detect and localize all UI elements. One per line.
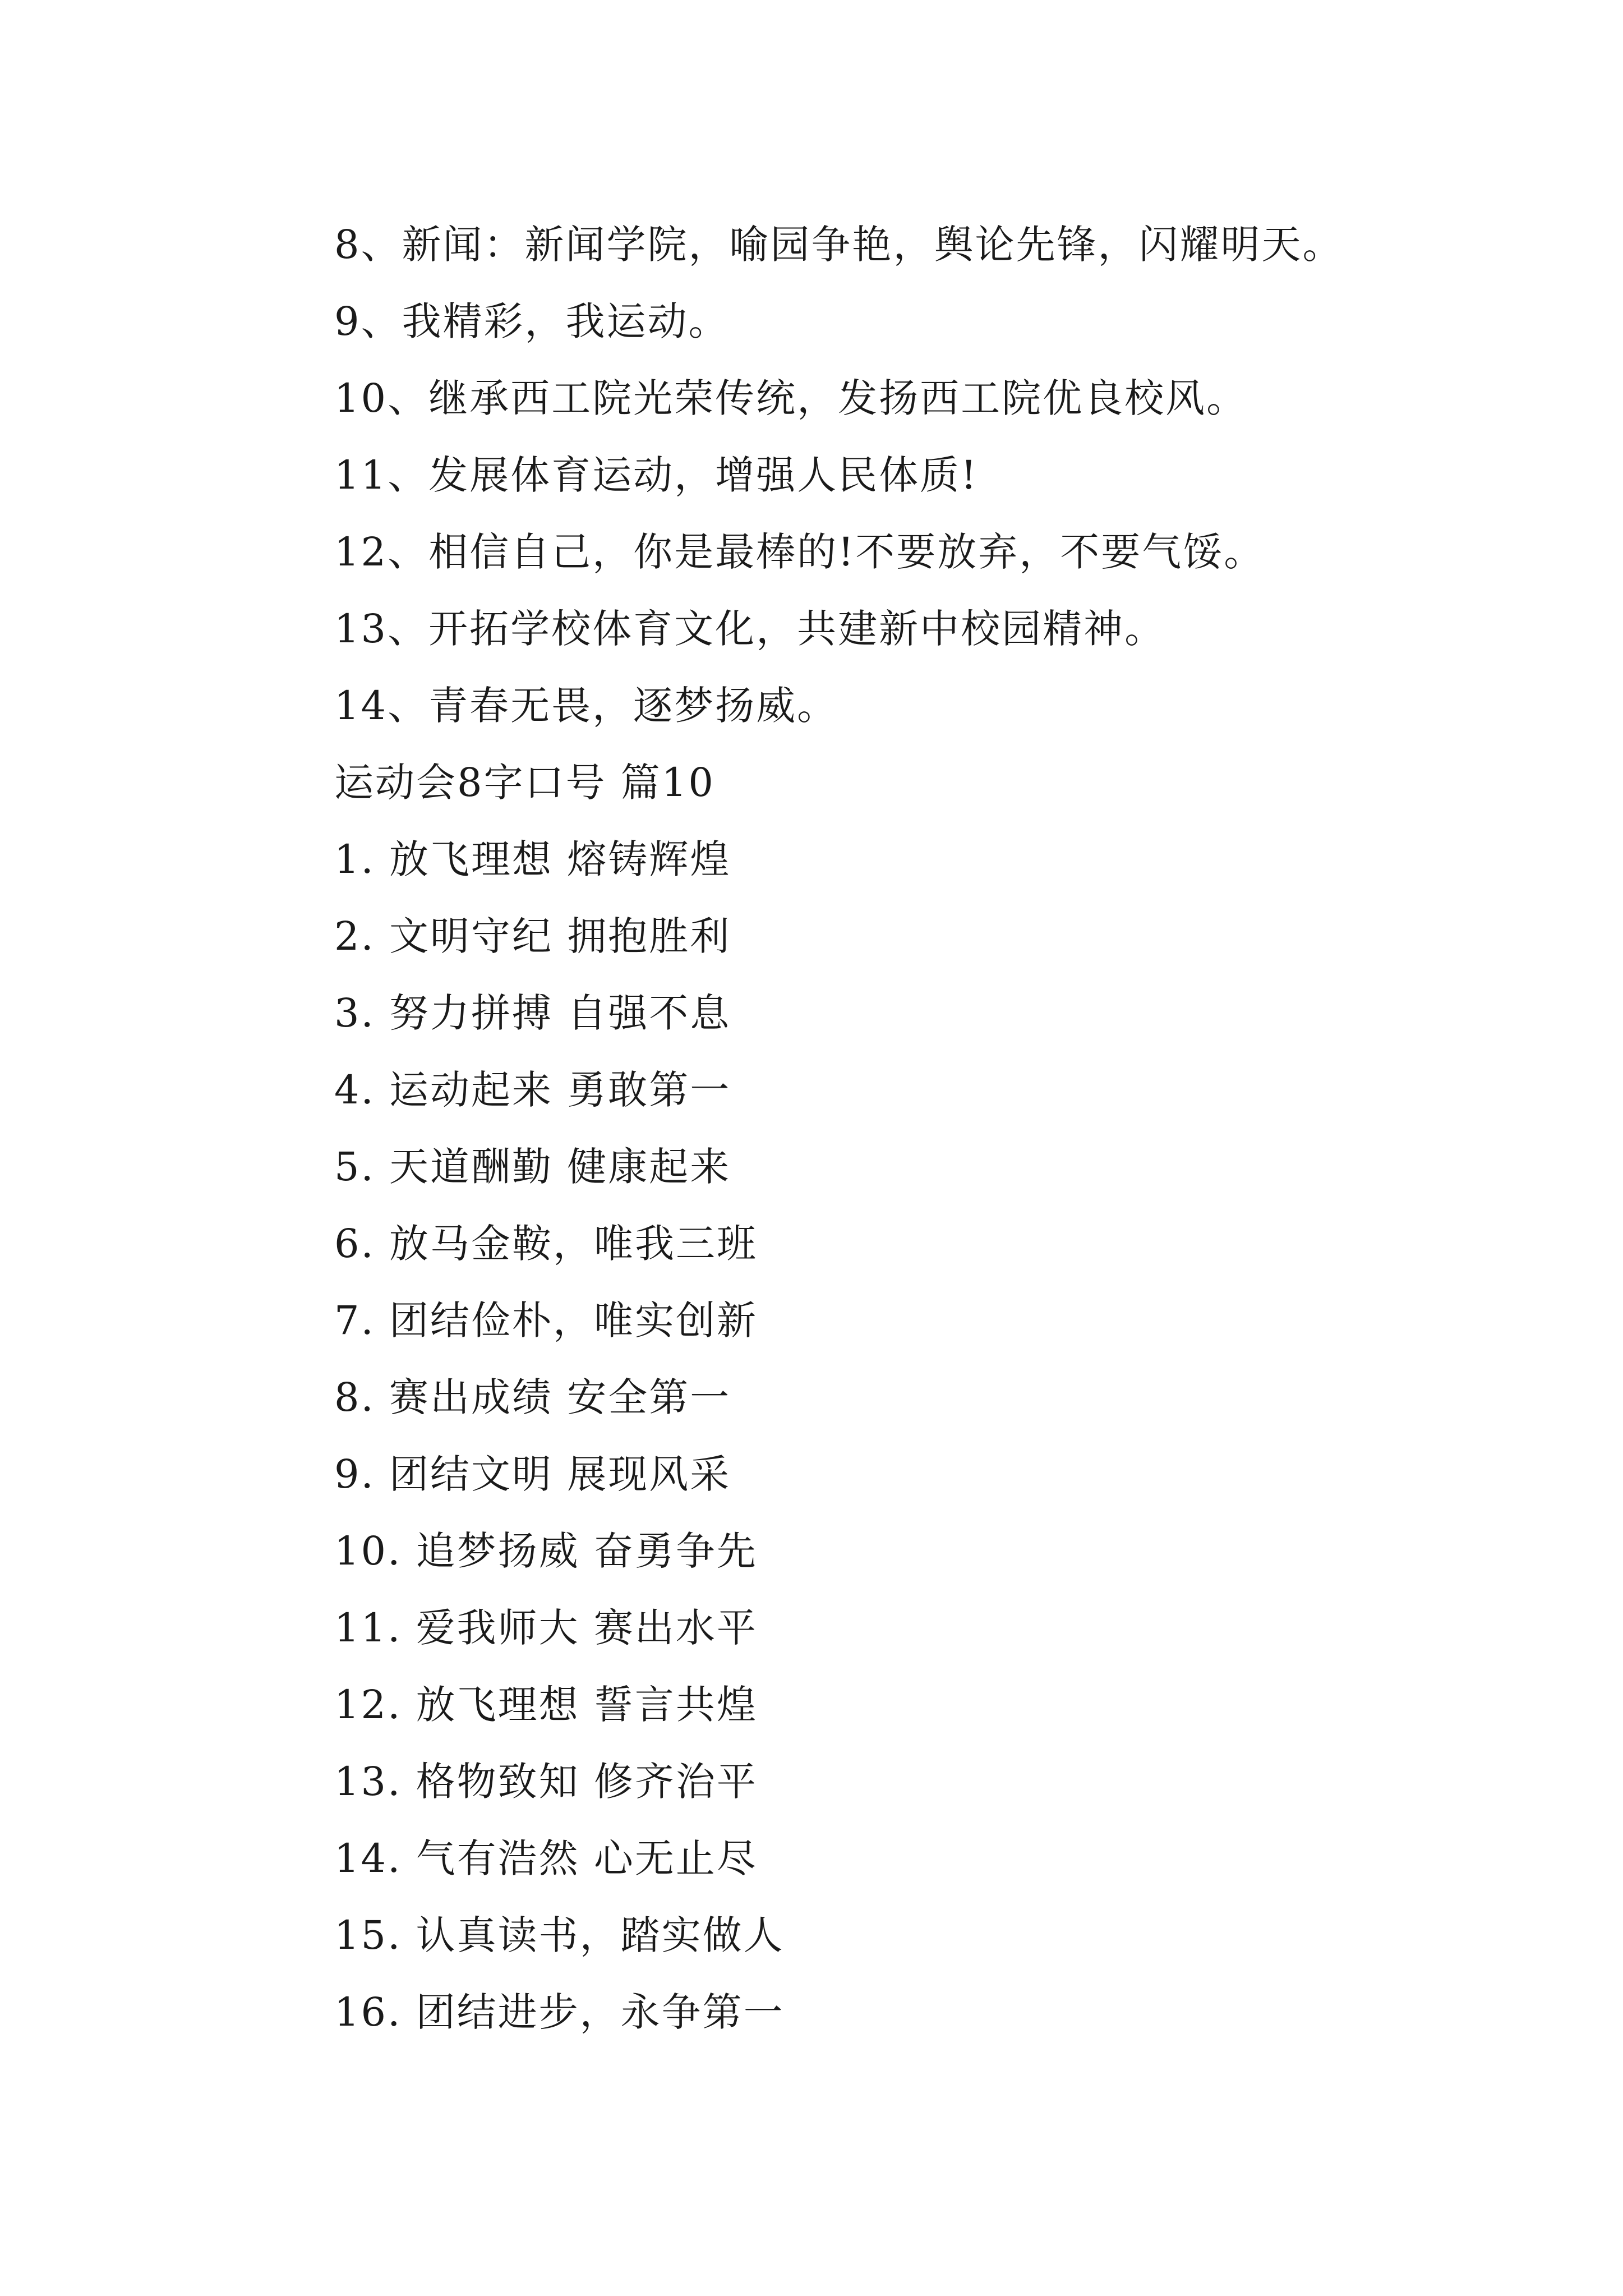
list-item-1: 1. 放飞理想 熔铸辉煌 [334,836,731,882]
list-item-10: 10. 追梦扬威 奋勇争先 [334,1528,758,1574]
section-heading: 运动会8字口号 篇10 [334,760,715,806]
list-item-8: 8. 赛出成绩 安全第一 [334,1374,731,1420]
slogan-line-10: 10、继承西工院光荣传统，发扬西工院优良校风。 [334,375,1248,421]
slogan-line-9: 9、我精彩，我运动。 [334,298,730,344]
list-item-3: 3. 努力拼搏 自强不息 [334,990,731,1036]
list-item-11: 11. 爱我师大 赛出水平 [334,1605,758,1651]
list-item-9: 9. 团结文明 展现风采 [334,1451,731,1497]
list-item-15: 15. 认真读书，踏实做人 [334,1912,785,1958]
list-item-6: 6. 放马金鞍，唯我三班 [334,1221,758,1267]
list-item-12: 12. 放飞理想 誓言共煌 [334,1682,758,1728]
slogan-line-11: 11、发展体育运动，增强人民体质! [334,452,979,498]
slogan-line-12: 12、相信自己，你是最棒的!不要放弃，不要气馁。 [334,529,1265,575]
list-item-13: 13. 格物致知 修齐治平 [334,1759,758,1805]
slogan-line-13: 13、开拓学校体育文化，共建新中校园精神。 [334,606,1166,652]
slogan-line-8: 8、新闻：新闻学院，喻园争艳，舆论先锋，闪耀明天。 [334,222,1344,268]
list-item-16: 16. 团结进步，永争第一 [334,1989,785,2035]
slogan-line-14: 14、青春无畏，逐梦扬威。 [334,683,838,729]
list-item-4: 4. 运动起来 勇敢第一 [334,1067,731,1113]
list-item-2: 2. 文明守纪 拥抱胜利 [334,913,731,959]
list-item-14: 14. 气有浩然 心无止尽 [334,1835,758,1881]
list-item-5: 5. 天道酬勤 健康起来 [334,1144,731,1190]
list-item-7: 7. 团结俭朴，唯实创新 [334,1297,758,1343]
document-body [334,206,1512,2051]
